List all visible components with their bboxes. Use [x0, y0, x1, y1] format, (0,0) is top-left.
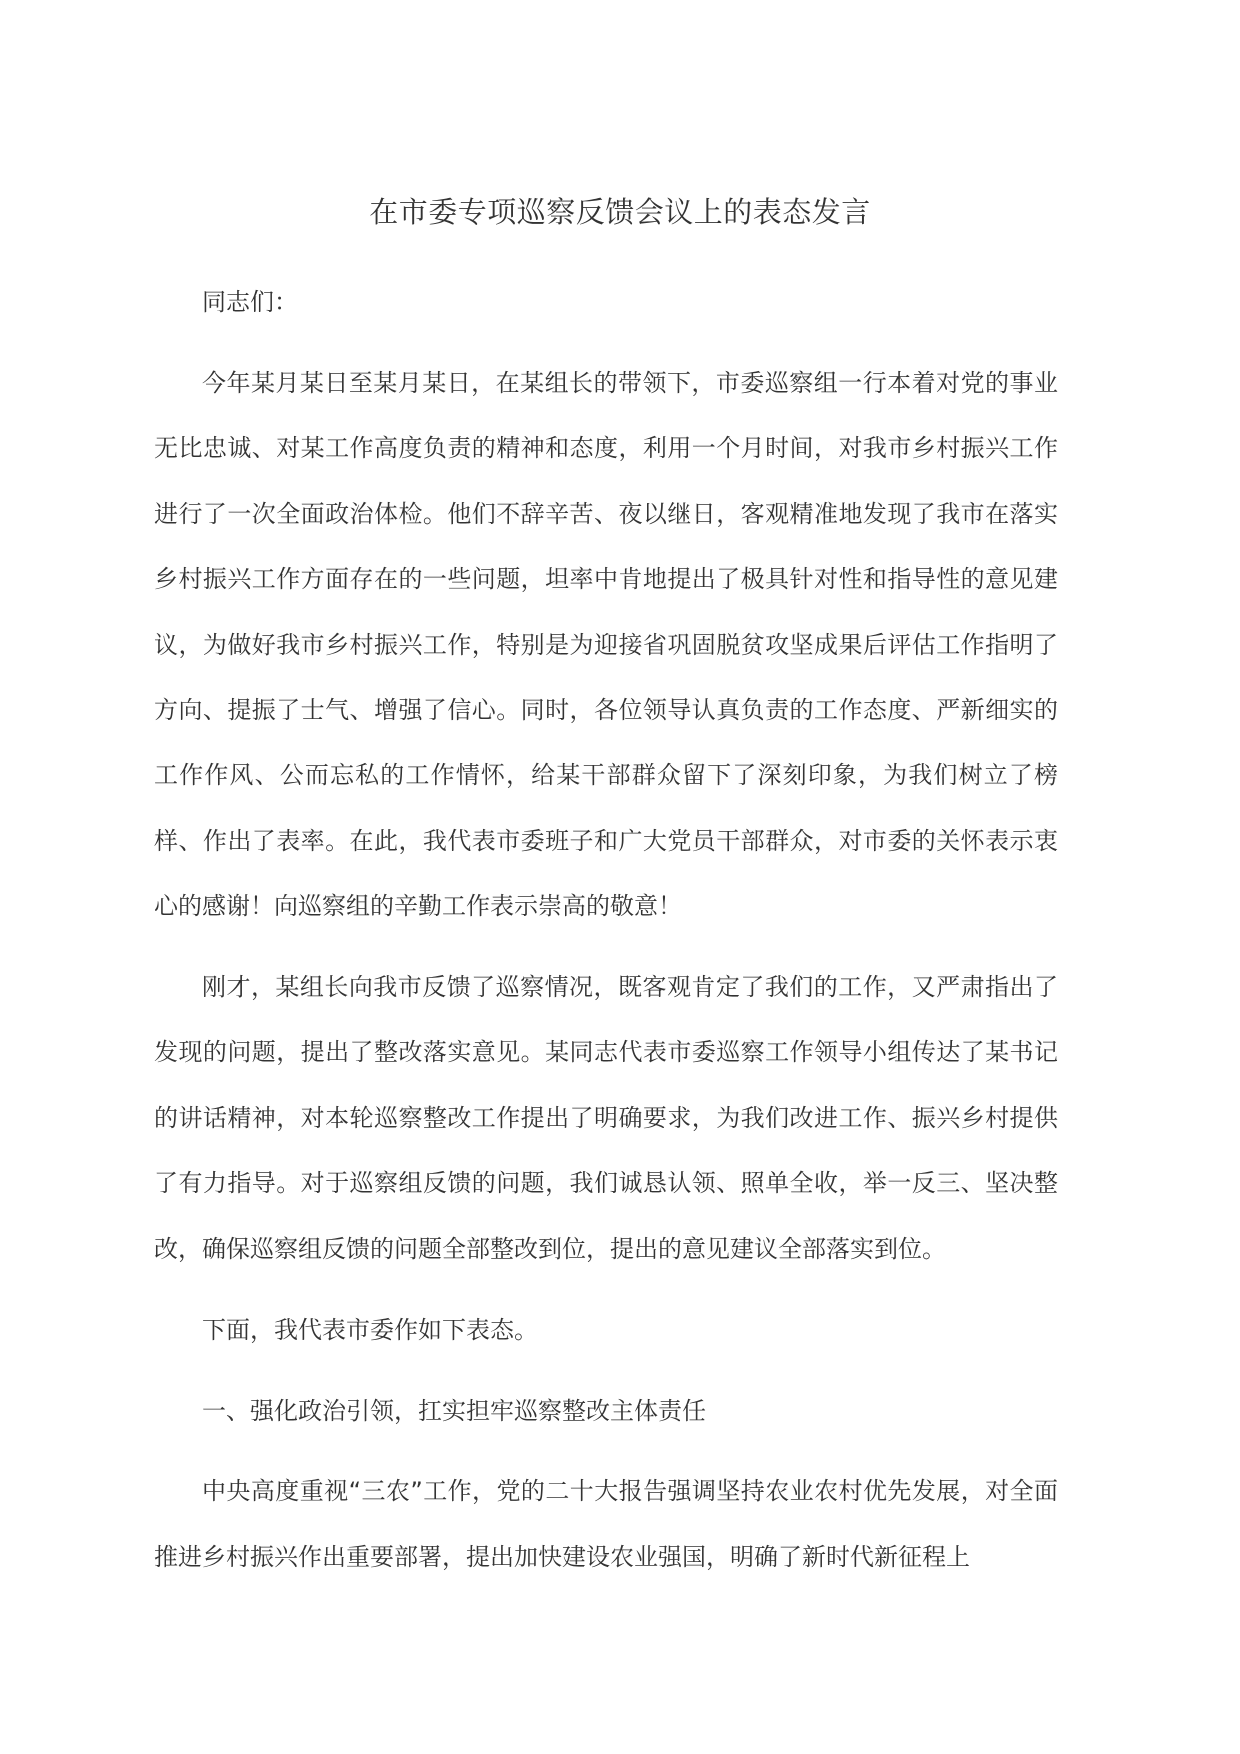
document-title: 在市委专项巡察反馈会议上的表态发言	[369, 195, 871, 229]
section-heading-1: 一、强化政治引领，扛实担牢巡察整改主体责任	[202, 1396, 706, 1425]
paragraph-4: 中央高度重视“三农”工作，党的二十大报告强调坚持农业农村优先发展，对全面推进乡村振兴作出重要部署，提出加快建设农业强国，明确了新时代新征程上	[154, 1477, 1058, 1571]
salutation: 同志们：	[202, 288, 298, 316]
paragraph-3: 下面，我代表市委作如下表态。	[202, 1315, 538, 1344]
paragraph-2: 刚才，某组长向我市反馈了巡察情况，既客观肯定了我们的工作，又严肃指出了发现的问题，提出了整改落实意见。某同志代表市委巡察工作领导小组传达了某书记的讲话精神，对本轮巡察整改工作提出了明确要求，为我们改进工作、振兴乡村提供了有力指导。对于巡察组反馈的问题，我们诚恳认领、照单全收，举一反三、坚决整改，确保巡察组反馈的问题全部整改到位，提出的意见建议全部落实到位。	[154, 973, 1058, 1263]
document-body	[154, 270, 1058, 1606]
paragraph-1: 今年某月某日至某月某日，在某组长的带领下，市委巡察组一行本着对党的事业无比忠诚、对某工作高度负责的精神和态度，利用一个月时间，对我市乡村振兴工作进行了一次全面政治体检。他们不辞辛苦、夜以继日，客观精准地发现了我市在落实乡村振兴工作方面存在的一些问题，坦率中肯地提出了极具针对性和指导性的意见建议，为做好我市乡村振兴工作，特别是为迎接省巩固脱贫攻坚成果后评估工作指明了方向、提振了士气、增强了信心。同时，各位领导认真负责的工作态度、严新细实的工作作风、公而忘私的工作情怀，给某干部群众留下了深刻印象，为我们树立了榜样、作出了表率。在此，我代表市委班子和广大党员干部群众，对市委的关怀表示衷心的感谢！向巡察组的辛勤工作表示崇高的敬意！	[154, 368, 1058, 921]
